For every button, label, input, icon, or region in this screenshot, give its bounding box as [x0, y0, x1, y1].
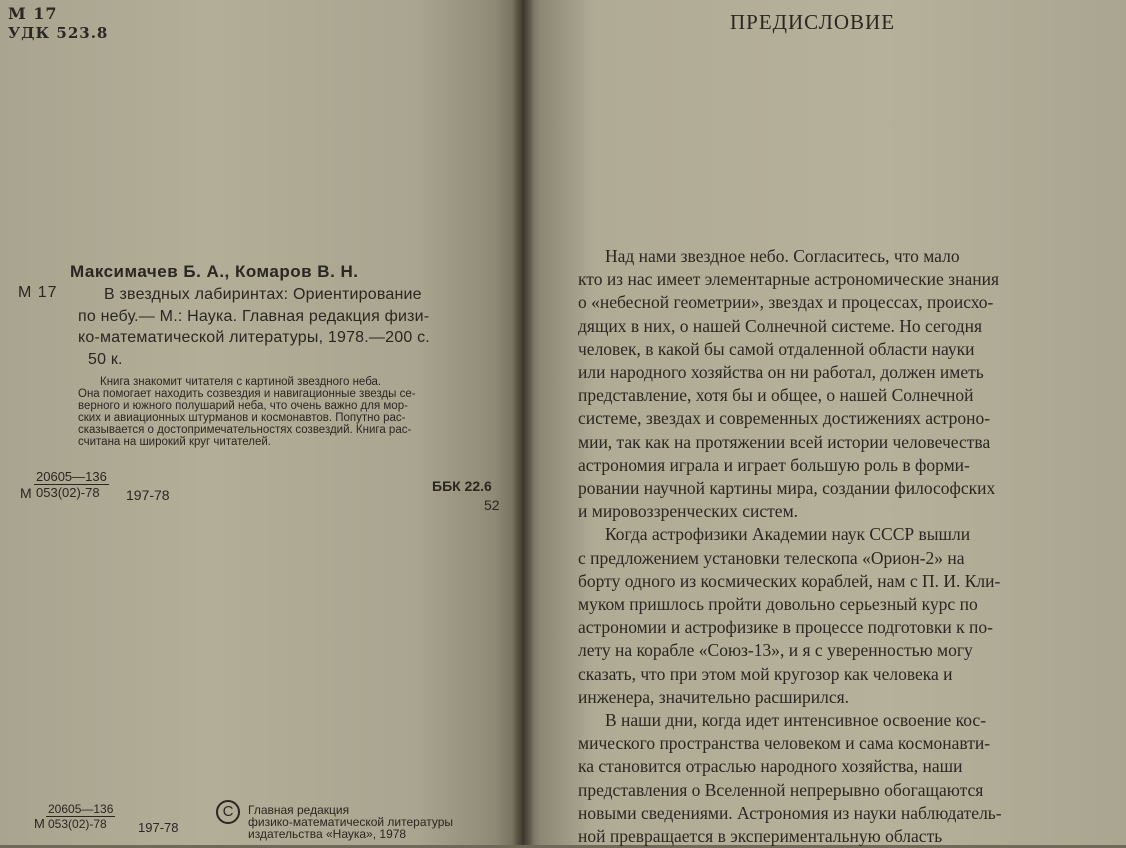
book-annotation [78, 376, 508, 448]
biblio-line: 50 к. [88, 350, 123, 368]
left-page [0, 0, 520, 845]
fraction-suffix: 197-78 [138, 820, 179, 835]
text-line: астрономии и астрофизике в процессе подготовки к по- [578, 617, 993, 638]
text-line: Когда астрофизики Академии наук СССР вышли [605, 524, 971, 545]
book-gutter [512, 0, 534, 845]
text-line: или народного хозяйства он ни работал, должен иметь [578, 362, 984, 383]
text-line: Над нами звездное небо. Согласитесь, что мало [605, 246, 960, 266]
preface-text [578, 245, 1058, 848]
annotation-line: верного и южного полушарий неба, что очень важно для мор- [78, 400, 408, 412]
fraction-numerator: 20605—136 [36, 469, 107, 484]
text-line: В наши дни, когда идет интенсивное освоение кос- [605, 710, 987, 731]
biblio-line: по небу.— М.: Наука. Главная редакция физи- [78, 307, 430, 325]
text-line: ровании научной картины мира, создании философских [578, 478, 996, 499]
copyright-line: издательства «Наука», 1978 [248, 827, 407, 841]
catalog-fraction [34, 469, 109, 500]
text-line: представление, хотя бы и общее, о нашей Солнечной [578, 385, 974, 406]
text-line: кто из нас имеет элементарные астрономические знания [578, 269, 1000, 290]
text-line: ка становится отраслью народного хозяйства, наши [578, 756, 963, 777]
annotation-line: Книга знакомит читателя с картиной звездного неба. [100, 376, 382, 388]
text-line: муком пришлось пройти довольно серьезный курс по [578, 594, 978, 615]
fraction-prefix: М [34, 816, 45, 831]
author-line: Максимачев Б. А., Комаров В. Н. [70, 262, 359, 281]
fraction-numerator: 20605—136 [48, 802, 114, 816]
copyright-notice [248, 804, 453, 840]
copyright-line: Главная редакция [248, 803, 350, 817]
fraction-prefix: М [20, 485, 32, 501]
bibliographic-description [80, 284, 510, 370]
text-line: представления о Вселенной непрерывно обогащаются [578, 779, 984, 800]
text-line: астрономия играла и играет большую роль в форми- [578, 454, 970, 475]
annotation-line: сказывается о достопримечательностях созвездий. Книга рас- [78, 424, 412, 436]
text-line: дящих в них, о нашей Солнечной системе. Но сегодня [578, 315, 983, 336]
text-line: ной превращается в экспериментальную область [578, 826, 943, 847]
text-line: и мировоззренческих систем. [578, 501, 799, 522]
copyright-line: физико-математической литературы [248, 815, 454, 829]
catalog-fraction-bottom [46, 802, 115, 831]
biblio-line: В звездных лабиринтах: Ориентирование [104, 286, 422, 303]
side-catalog-code: М 17 [18, 284, 58, 301]
text-line: лету на корабле «Союз-13», и я с уверенностью могу [578, 640, 973, 661]
bbk-code: ББК 22.6 [432, 478, 492, 494]
fraction-suffix: 197-78 [126, 487, 170, 503]
fraction-denominator: 053(02)-78 [48, 817, 107, 831]
copyright-icon: C [216, 800, 240, 824]
fraction-denominator: 053(02)-78 [36, 485, 100, 500]
text-line: человек, в какой бы самой отдаленной области науки [578, 338, 975, 359]
annotation-line: Она помогает находить созвездия и навигационные звезды се- [78, 388, 416, 400]
text-line: с предложением установки телескопа «Орион-2» на [578, 547, 965, 568]
chapter-heading: ПРЕДИСЛОВИЕ [730, 10, 896, 34]
text-line: сказать, что при этом мой кругозор как человека и [578, 663, 953, 684]
bbk-subcode: 52 [484, 497, 500, 513]
annotation-line: ских и авиационных штурманов и космонавтов. Попутно рас- [78, 412, 406, 424]
text-line: инженера, значительно расширился. [578, 686, 850, 707]
text-line: о «небесной геометрии», звездах и процессах, происхо- [578, 292, 994, 313]
annotation-line: считана на широкий круг читателей. [78, 436, 271, 448]
catalog-code: М 17 [8, 4, 58, 23]
text-line: борту одного из космических кораблей, нам с П. И. Кли- [578, 570, 1001, 591]
text-line: мического пространства человеком и сама космонавти- [578, 733, 991, 754]
text-line: новыми сведениями. Астрономия из науки наблюдатель- [578, 802, 1002, 823]
udk-code: УДК 523.8 [8, 24, 109, 42]
biblio-line: ко-математической литературы, 1978.—200 с. [78, 329, 430, 346]
text-line: мии, так как на протяжении всей истории человечества [578, 431, 991, 452]
text-line: системе, звездах и современных достижениях астроно- [578, 408, 991, 429]
